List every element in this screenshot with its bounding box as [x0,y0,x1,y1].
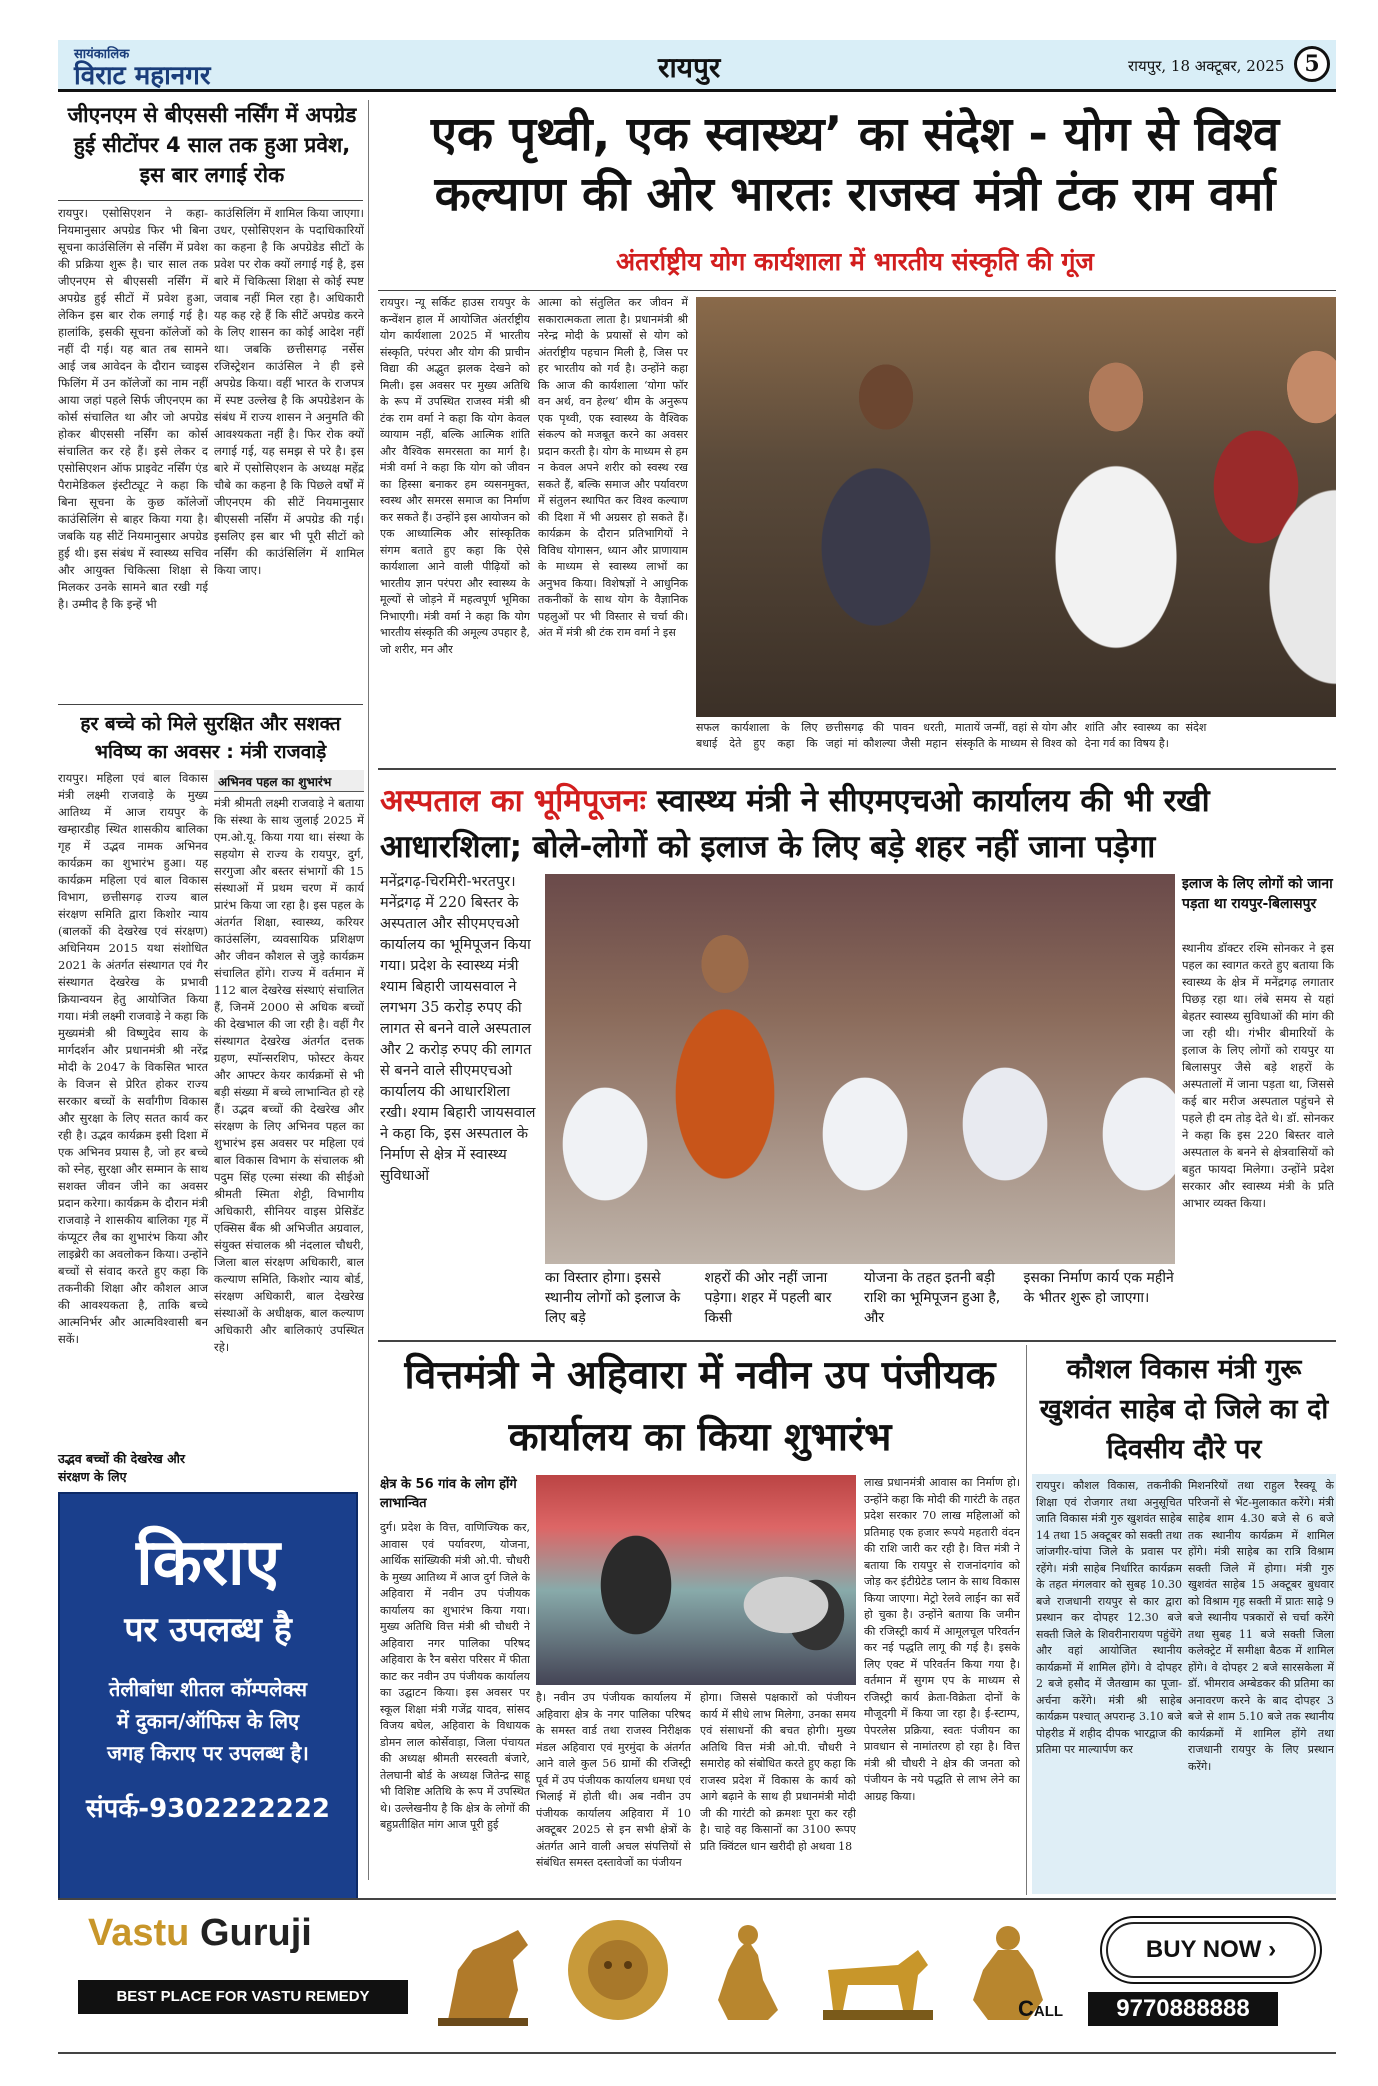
children-subheading: अभिनव पहल का शुभारंभ [214,770,364,792]
children-bottom-heading: उद्भव बच्चों की देखरेख और संरक्षण के लिए [58,1451,186,1484]
hospital-headline-rest: स्वास्थ्य मंत्री ने सीएमएचओ कार्यालय की भी रखी आधारशिला; बोले-लोगों को इलाज के लिए बड़े शहर नहीं जाना पड़ेगा [380,783,1210,865]
buy-now-button[interactable] [1106,1922,1316,1978]
skill-col2: मिशनरियों तथा राहुल रैस्क्यू के परिजनों से भेंट-मुलाकात करेंगे। मंत्री साहेब शाम 4.30 बजे से 6 बजे तक स्थानीय कार्यक्रम में शामिल होंगे। मंत्री साहेब का रात्रि विश्राम सक्ती जिले में होगा। मंत्री गुरु खुशवंत साहेब 15 अक्टूबर बुधवार को विश्राम गृह सक्ती में प्रातः साढ़े 9 बजे स्थानीय पत्रकारों से चर्चा करेंगे तथा सुबह 11 बजे सक्ती जिला कलेक्ट्रेट में समीक्षा बैठक में शामिल होंगे। वे दोपहर 2 बजे सारसकेला में डॉ. भीमराव अम्बेडकर की प्रतिमा का अनावरण करने के बाद दोपहर 3 बजे से शाम 5.10 बजे तक स्थानीय कार्यक्रमों में शामिल होंगे तथा राजधानी रायपुर के लिए प्रस्थान करेंगे। [1188,1479,1334,1773]
brand-tagline: सायंकालिक [74,47,130,62]
rent-ad-desc-2: में दुकान/ऑफिस के लिए [116,1709,300,1733]
page-number: 5 [1294,46,1330,82]
sun-plate-icon [568,1920,668,2020]
finance-col2: है। नवीन उप पंजीयक कार्यालय में अहिवारा क्षेत्र के नगर पालिका परिषद के समस्त वार्ड तथा राजस्व निरीक्षक मंडल अहिवारा एवं मुरमुंदा के अंतर्गत आने वाले कुल 56 ग्रामों की रजिस्ट्री पूर्व में उप पंजीयक कार्यालय धमधा एवं भिलाई में होती थी। अब नवीन उप पंजीयक कार्यालय अहिवारा में 10 अक्टूबर 2025 से इन सभी क्षेत्रों के अंतर्गत आने वाली अचल संपत्तियों से संबंधित समस्त दस्तावेजों का पंजीयन [536,1691,691,1869]
finance-col4: लाख प्रधानमंत्री आवास का निर्माण हो। उन्होंने कहा कि मोदी की गारंटी के तहत प्रदेश सरकार 70 लाख महिलाओं को प्रतिमाह एक हजार रूपये महतारी वंदन की राशि जारी कर रही है। वित्त मंत्री ने बताया कि रायपुर से राजनांदगांव को जोड़ कर इंटीग्रेटेड प्लान के साथ विकास किया जाएगा। मेट्रो रेलवे लाईन का सर्वे हो चुका है। उन्होंने बताया कि जमीन की रजिस्ट्री कार्य में आमूलचूल परिवर्तन कर नई पद्धति लागू की गई है। इसके लिए एक्ट में परिवर्तन किया गया है। वर्तमान में सुगम एप के माध्यम से रजिस्ट्री कार्य क्रेता-विक्रेता दोनों के मौजूदगी में किया जा रहा है। ई-स्टाम्प, पेपरलेस प्रक्रिया, स्वतः पंजीयन का प्रावधान से नामांतरण हो रहा है। वित्त मंत्री श्री चौधरी ने क्षेत्र की जनता को पंजीयन के नये पद्धति से लाभ लेने का आग्रह किया। [864,1476,1020,1803]
cow-statue-icon [823,1950,933,2020]
rent-ad-subtitle: पर उपलब्ध है [124,1610,292,1650]
hospital-captions [545,1268,1175,1338]
finance-col3: होगा। जिससे पक्षकारों को पंजीयन कार्य में सीधे लाभ मिलेगा, उनका समय एवं संसाधनों की बचत होगी। मुख्य अतिथि वित्त मंत्री ओ.पी. चौधरी ने समारोह को संबोधित करते हुए कहा कि राजस्व प्रदेश में विकास के कार्य को आगे बढ़ाने के साथ ही प्रधानमंत्री मोदी जी की गारंटी को क्रमशः पूरा कर रही है। चाहे वह किसानों का 3100 रूपए प्रति क्विंटल धान खरीदी हो अथवा 18 [700,1691,856,1853]
vastu-logo-word1: Vastu [88,1912,190,1954]
yoga-headline-line2: कल्याण की ओर भारतः राजस्व मंत्री टंक राम वर्मा [434,167,1276,222]
section-city: रायपुर [658,51,721,84]
rent-ad-contact: संपर्क-9302222222 [85,1794,330,1824]
yoga-bottom-strip: सफल कार्यशाला के लिए बधाई देते हुए कहा कि छत्तीसगढ़ की पावन धरती, जहां मां कौशल्या जैसी महान मातायें जन्मीं, वहां से योग और संस्कृति के माध्यम से विश्व को शांति और स्वास्थ्य का संदेश देना गर्व का विषय है। [696,721,1207,750]
vastu-tagline: BEST PLACE FOR VASTU REMEDY [78,1980,408,2014]
rent-ad-desc-1: तेलीबांधा शीतल कॉम्पलेक्स [108,1677,308,1701]
issue-date: रायपुर, 18 अक्टूबर, 2025 [1128,57,1285,75]
masthead [58,40,1336,92]
finance-headline: वित्तमंत्री ने अहिवारा में नवीन उप पंजीयक कार्यालय का किया शुभारंभ [404,1353,996,1460]
vastu-advertisement [58,1900,1336,2050]
finance-subhead: क्षेत्र के 56 गांव के लोग होंगे लाभान्वित [380,1477,517,1511]
skill-headline: कौशल विकास मंत्री गुरू खुशवंत साहेब दो जिले का दो दिवसीय दौरे पर [1039,1354,1329,1465]
yoga-headline-line1: एक पृथ्वी, एक स्वास्थ्य’ का संदेश - योग से विश्व [430,107,1280,162]
hospital-col-right: स्थानीय डॉक्टर रश्मि सोनकर ने इस पहल का स्वागत करते हुए बताया कि स्वास्थ्य के क्षेत्र में मनेंद्रगढ़ लगातार पिछड़ रहा था। लंबे समय से यहां बेहतर स्वास्थ्य सुविधाओं की मांग की जा रही थी। गंभीर बीमारियों के इलाज के लिए लोगों को रायपुर या बिलासपुर जैसे बड़े शहरों के अस्पतालों में जाना पड़ता था, जिससे कई बार मरीज अस्पताल पहुंचने से पहले ही दम तोड़ देते थे। डॉ. सोनकर ने कहा कि इस 220 बिस्तर वाले अस्पताल के बनने से क्षेत्रवासियों को बहुत फायदा मिलेगा। उन्होंने प्रदेश सरकार और स्वास्थ्य मंत्री के प्रति आभार व्यक्त किया। [1182,941,1334,1210]
children-col2: मंत्री श्रीमती लक्ष्मी राजवाड़े ने बताया कि संस्था के साथ जुलाई 2025 में एम.ओ.यू. किया गया था। संस्था के सहयोग से राज्य के रायपुर, दुर्ग, सरगुजा और बस्तर संभागों की 15 संस्थाओं में प्रथम चरण में कार्य प्रारंभ किया जा रहा है। इस पहल के अंतर्गत शिक्षा, स्वास्थ्य, करियर काउंसलिंग, व्यवसायिक प्रशिक्षण और जीवन कौशल से जुड़े कार्यक्रम संचालित होंगे। राज्य में वर्तमान में 112 बाल देखरेख संस्थाएं संचालित हैं, जिनमें 2000 से अधिक बच्चों की देखभाल की जा रही है। वहीं गैर संस्थागत देखरेख अंतर्गत दत्तक ग्रहण, स्पॉन्सरशिप, फोस्टर केयर और आफ्टर केयर कार्यक्रमों से भी बड़ी संख्या में बच्चे लाभान्वित हो रहे हैं। उद्भव बच्चों की देखरेख और संरक्षण के लिए अभिनव पहल का शुभारंभ इस अवसर पर महिला एवं बाल विकास विभाग के संचालक श्री पदुम सिंह एल्मा संस्था की सीईओ श्रीमती स्मिता शेट्टी, विभागीय अधिकारी, सीनियर वाइस प्रेसिडेंट एक्सिस बैंक श्री अभिजीत अग्रवाल, संयुक्त संचालक श्री नंदलाल चौधरी, जिला बाल संरक्षण अधिकारी, बाल कल्याण समिति, किशोर न्याय बोर्ड, संरक्षण अधिकारी, बाल देखरेख संस्थाओं के अधीक्षक, बाल कल्याण अधिकारी और बालिकाएं उपस्थित रहे। [214,796,364,1354]
vastu-phone: 9770888888 [1088,1992,1278,2026]
nursing-headline: जीएनएम से बीएससी नर्सिंग में अपग्रेड हुई सीटोंपर 4 साल तक हुआ प्रवेश, इस बार लगाई रोक [67,103,357,187]
nursing-col1: रायपुर। एसोसिएशन ने कहा- नियमानुसार अपग्रेड फिर भी बिना सूचना काउंसिलिंग से नर्सिंग में प्रवेश की प्रक्रिया शुरू है। चार साल तक जीएनएम से बीएससी नर्सिंग में अपग्रेड हुई सीटों में प्रवेश हुआ, लेकिन इस बार रोक लगाई गई है। हालांकि, इसकी सूचना कॉलेजों को नहीं दी गई। यह बात तब सामने आई जब आवेदन के दौरान च्वाइस फिलिंग में उन कॉलेजों का नाम नहीं आया जहां पहले सिर्फ जीएनएम का कोर्स संचालित था और जो अपग्रेड होकर बीएससी नर्सिंग का कोर्स संचालित कर रहे हैं। इसे लेकर द एसोसिएशन ऑफ प्राइवेट नर्सिंग एंड पैरामेडिकल इंस्टीट्यूट ने कहा कि बिना सूचना के कुछ कॉलेजों काउंसिलिंग से बाहर किया गया है। जबकि यह सीटें नियमानुसार अपग्रेड हुई थी। इस संबंध में स्वास्थ्य सचिव और आयुक्त चिकित्सा शिक्षा से मिलकर उनके सामने बात रखी गई है। उम्मीद है कि इन्हें भी [58,206,208,611]
hospital-photo [545,874,1175,1264]
rent-ad-desc-3: जगह किराए पर उपलब्ध है। [107,1741,309,1765]
brand-name: विराट महानगर [74,61,211,91]
hospital-caption-2: शहरों की ओर नहीं जाना पड़ेगा। शहर में पहली बार किसी [704,1270,832,1326]
vastu-products [428,1910,1068,2030]
figurine-icon [718,1925,778,2020]
hospital-caption-3: योजना के तहत इतनी बड़ी राशि का भूमिपूजन हुआ है, और [864,1270,1001,1326]
yoga-col1: रायपुर। न्यू सर्किट हाउस रायपुर के कन्वेंशन हाल में आयोजित अंतर्राष्ट्रीय योग कार्यशाला 2025 में भारतीय संस्कृति, परंपरा और योग की प्राचीन विद्या की अद्भुत झलक देखने को मिली। इस अवसर पर मुख्य अतिथि के रूप में उपस्थित राजस्व मंत्री श्री टंक राम वर्मा ने कहा कि योग केवल व्यायाम नहीं, बल्कि आत्मिक शांति और वैश्विक समरसता का मार्ग है। मंत्री वर्मा ने कहा कि योग को जीवन का हिस्सा बनाकर हम व्यसनमुक्त, स्वस्थ और समरस समाज का निर्माण कर सकते हैं। उन्होंने इस आयोजन को एक आध्यात्मिक और सांस्कृतिक संगम बताते हुए कहा कि ऐसे कार्यशाला आने वाली पीढ़ियों को भारतीय ज्ञान परंपरा और स्वास्थ्य के मूल्यों से जोड़ने में महत्वपूर्ण भूमिका निभाएगी। मंत्री वर्मा ने कहा कि योग भारतीय संस्कृति की अमूल्य उपहार है, जो शरीर, मन और [380,296,530,656]
vastu-logo-word2: Guruji [199,1912,312,1954]
buy-now-label: BUY NOW [1145,1936,1262,1963]
hospital-caption-1: का विस्तार होगा। इससे स्थानीय लोगों को इलाज के लिए बड़े [545,1270,681,1326]
vastu-logo [88,1912,312,1955]
yoga-photo [696,297,1336,717]
rent-ad-title: किराए [136,1526,280,1600]
children-col1: रायपुर। महिला एवं बाल विकास मंत्री लक्ष्मी राजवाड़े के मुख्य आतिथ्य में आज रायपुर के खम्हारडीह स्थित शासकीय बालिका गृह में उद्भव नामक अभिनव कार्यक्रम का शुभारंभ हुआ। यह कार्यक्रम महिला एवं बाल विकास विभाग, छत्तीसगढ़ राज्य बाल संरक्षण समिति द्वारा किशोर न्याय (बालकों की देखरेख एवं संरक्षण) अधिनियम 2015 यथा संशोधित 2021 के अंतर्गत संस्थागत एवं गैर संस्थागत देखरेख के प्रभावी क्रियान्वयन हेतु आयोजित किया गया। मंत्री लक्ष्मी राजवाड़े ने कहा कि मुख्यमंत्री श्री विष्णुदेव साय के मार्गदर्शन और प्रधानमंत्री श्री नरेंद्र मोदी के 2047 के विकसित भारत के विजन से प्रेरित होकर राज्य सरकार बच्चों के सर्वांगीण विकास और सुरक्षा के लिए सतत कार्य कर रही है। उद्भव कार्यक्रम इसी दिशा में एक अभिनव प्रयास है, जो हर बच्चे को स्नेह, सुरक्षा और सम्मान के साथ सशक्त जीवन जीने का अवसर प्रदान करेगा। कार्यक्रम के दौरान मंत्री राजवाड़े ने शासकीय बालिका गृह में कंप्यूटर लैब का शुभारंभ किया और लाइब्रेरी का अवलोकन किया। उन्होंने बच्चों से संवाद करते हुए कहा कि तकनीकी शिक्षा और कौशल आज की आवश्यकता है, ताकि बच्चे आत्मनिर्भर और आत्मविश्वासी बन सकें। [58,771,208,1346]
nursing-col2: काउंसिलिंग में शामिल किया जाएगा। उधर, एसोसिएशन के पदाधिकारियों का कहना है कि अपग्रेडेड सीटों के प्रवेश पर रोक क्यों लगाई गई है, इस बारे में चिकित्सा शिक्षा से कोई स्पष्ट जवाब नहीं मिल रहा है। अधिकारी यह कह रहे हैं कि सीटें अपग्रेड करने के लिए शासन का कोई आदेश नहीं था। जबकि छत्तीसगढ़ नर्सेस रजिस्ट्रेशन काउंसिल ने ही इसे अपग्रेड किया। वहीं भारत के राजपत्र में स्पष्ट उल्लेख है कि अपग्रेडेशन के संबंध में राज्य शासन ने अनुमति की आवश्यकता नहीं है। फिर रोक क्यों लगाई गई, यह समझ से परे है। इस बारे में एसोसिएशन के अध्यक्ष महेंद्र चौबे का कहना है कि पिछले वर्षों में जीएनएम की सीटें नियमानुसार बीएससी नर्सिंग में अपग्रेड की गई। इसलिए इस बार भी पूरी सीटों को नर्सिंग की काउंसिलिंग में शामिल किया जाए। [214,206,364,577]
chevron-right-icon: › [1268,1936,1277,1963]
finance-photo [536,1475,856,1685]
finance-col1: दुर्ग। प्रदेश के वित्त, वाणिज्यिक कर, आवास एवं पर्यावरण, योजना, आर्थिक सांख्यिकी मंत्री ओ.पी. चौधरी के मुख्य आतिथ्य में आज दुर्ग जिले के अहिवारा में नवीन उप पंजीयक कार्यालय का शुभारंभ किया गया। मुख्य अतिथि वित्त मंत्री श्री चौधरी ने अहिवारा नगर पालिका परिषद अहिवारा के रैन बसेरा परिसर में फीता काट कर नवीन उप पंजीयक कार्यालय का उद्घाटन किया। इस अवसर पर स्कूल शिक्षा मंत्री गजेंद्र यादव, सांसद विजय बघेल, अहिवारा के विधायक डोमन लाल कोर्सेवाड़ा, जिला पंचायत की अध्यक्ष श्रीमती सरस्वती बंजारे, तेलघानी बोर्ड के अध्यक्ष जितेन्द्र साहू भी विशिष्ट अतिथि के रूप में उपस्थित थे। उल्लेखनीय है कि क्षेत्र के लोगों की बहुप्रतीक्षित मांग आज पूरी हुई [380,1521,530,1831]
yoga-subhead: अंतर्राष्ट्रीय योग कार्यशाला में भारतीय संस्कृति की गूंज [616,247,1094,276]
hospital-right-heading: इलाज के लिए लोगों को जाना पड़ता था रायपुर-बिलासपुर [1182,876,1333,912]
hospital-headline [380,778,1330,870]
hospital-headline-red: अस्पताल का भूमिपूजनः [380,783,646,819]
horse-statue-icon [438,1930,528,2026]
skill-col1: रायपुर। कौशल विकास, तकनीकी शिक्षा एवं रोजगार तथा अनुसूचित जाति विकास मंत्री गुरु खुशवंत साहेब 14 तथा 15 अक्टूबर को सक्ती तथा जांजगीर-चांपा जिले के प्रवास पर रहेंगे। मंत्री साहेब निर्धारित कार्यक्रम के तहत मंगलवार को सुबह 10.30 बजे राजधानी रायपुर से कार द्वारा प्रस्थान कर दोपहर 12.30 बजे सक्ती जिले के शिवरीनारायण पहुंचेंगे और वहां आयोजित स्थानीय कार्यक्रमों में शामिल होंगे। वे दोपहर 2 बजे हसौद में जैतखाम का पूजा-अर्चना करेंगे। मंत्री श्री साहेब कार्यक्रम पश्चात् अपरान्ह 3.10 बजे पोहरीड में शहीद दीपक भारद्वाज की प्रतिमा पर माल्यार्पण कर [1036,1479,1182,1756]
hospital-col-left: मनेंद्रगढ़-चिरमिरी-भरतपुर। मनेंद्रगढ़ में 220 बिस्तर के अस्पताल और सीएमएचओ कार्यालय का भूमिपूजन किया गया। प्रदेश के स्वास्थ्य मंत्री श्याम बिहारी जायसवाल ने लगभग 35 करोड़ रुपए की लागत से बनने वाले अस्पताल और 2 करोड़ रुपए की लागत से बनने वाले सीएमएचओ कार्यालय की आधारशिला रखी। श्याम बिहारी जायसवाल ने कहा कि, इस अस्पताल के निर्माण से क्षेत्र में स्वास्थ्य सुविधाओं [380,874,536,1184]
yoga-col2: आत्मा को संतुलित कर जीवन में सकारात्मकता लाता है। प्रधानमंत्री श्री नरेन्द्र मोदी के प्रयासों से योग को अंतर्राष्ट्रीय पहचान मिली है, जिस पर हर भारतीय को गर्व है। उन्होंने कहा कि आज की कार्यशाला ‘योगा फॉर वन अर्थ, वन हेल्थ’ थीम के अनुरूप एक पृथ्वी, एक स्वास्थ्य के वैश्विक संकल्प को मजबूत करने का अवसर प्रदान करती है। योग के माध्यम से हम न केवल अपने शरीर को स्वस्थ रख सकते हैं, बल्कि समाज और पर्यावरण में संतुलन स्थापित कर विश्व कल्याण की दिशा में भी अग्रसर हो सकते हैं। कार्यक्रम के दौरान प्रतिभागियों ने विविध योगासन, ध्यान और प्राणायाम के माध्यम से स्वास्थ्य लाभों का अनुभव किया। विशेषज्ञों ने आधुनिक तकनीकों के साथ योग के वैज्ञानिक पहलुओं पर भी विस्तार से चर्चा की। अंत में मंत्री श्री टंक राम वर्मा ने इस [538,296,688,639]
hospital-caption-4: इसका निर्माण कार्य एक महीने के भीतर शुरू हो जाएगा। [1023,1270,1174,1306]
rent-advertisement [58,1492,358,1912]
children-headline: हर बच्चे को मिले सुरक्षित और सशक्त भविष्य का अवसर : मंत्री राजवाड़े [80,713,341,763]
vastu-call-label: Call [1018,1996,1064,2021]
